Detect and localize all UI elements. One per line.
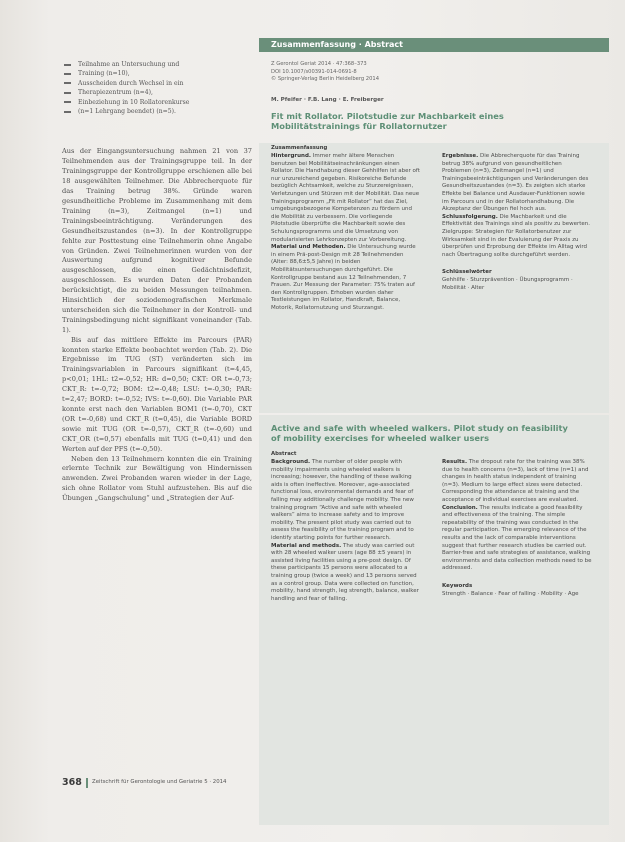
banner-title: Zusammenfassung · Abstract: [271, 40, 403, 49]
section-label: Conclusion.: [442, 504, 478, 511]
body-paragraph: Neben den 13 Teilnehmern konnten die ein Training erlernte Technik zur Bewältigung von Hindernissen anwenden. Zwei Probanden waren wieder in der Lage, sich ohne Rollator vom Stuhl aufzustehen. Bis auf die Übungen „Gangschulung“ und „Strategien der Auf-: [62, 454, 252, 503]
abstract-text: Die Abbrecherquote für das Training betrug 38% aufgrund von gesundheitlichen Problemen (n=3), Zeitmangel (n=1) und Trainingsbeeinträchtigungen und Veränderungen des Gesundheitszustandes (n=3). Es zeigten sich starke Effekte bei Balance und Ausdauer-Funktionen sowie im Parcours und in der Rollatorhandhabung. Die Akzeptanz der Übungen fiel hoch aus.: [442, 153, 589, 213]
journal-name: Zeitschrift für Gerontologie und Geriatrie 5 · 2014: [92, 779, 227, 785]
abstract-text: Immer mehr ältere Menschen benutzen bei Mobilitätseinschränkungen einen Rollator. Die Handhabung dieser Gehhilfen ist aber oft nur unzureichend gegeben. Risikoreiche Befunde bezüglich Achtsamkeit, welche zu Sturzereignissen, Verletzungen und Stürzen mit der Mobilität. Das neue Trainingsprogramm „Fit mit Rollator“ hat das Ziel, umgebungsbezogene Kompetenzen zu fördern und die Mobilität zu verbessern. Die vorliegende Pilotstudie überprüfte die Machbarkeit sowie des Schulungsprogramms und die Umsetzung von modularisierten Lehrkonzepten zur Vorbereitung.: [271, 153, 420, 243]
list-item: Ausscheiden durch Wechsel in ein: [62, 79, 252, 88]
section-label: Hintergrund.: [271, 153, 311, 159]
abstract-text: The dropout rate for the training was 38% due to health concerns (n=3), lack of time (n=1) and changes in health status independent of training (n=3). Medium to large effect sizes were detected. Corresponding the attendance at training and the acceptance of individual exercises are evaluated.: [442, 459, 589, 503]
list-item: (n=1 Lehrgang beendet) (n=5).: [62, 107, 252, 116]
section-label: Results.: [442, 459, 468, 465]
abstract-text: The number of older people with mobility impairments using wheeled walkers is increasing; however, the handling of these walking aids is often ineffective. Moreover, age-associated functional loss, environmental demands and fear of falling may additionally challenge mobility. The new training program “Active and safe with wheeled walkers” aims to increase safety and to improve mobility. The present pilot study was carried out to assess the feasibility of the training program and to identify starting points for further research.: [271, 459, 414, 541]
footer-divider: [86, 778, 88, 788]
abstract-heading: Abstract: [271, 451, 297, 457]
keywords: Gehhilfe · Sturzprävention · Übungsprogramm · Mobilität · Alter: [442, 276, 573, 291]
article-title-de: Fit mit Rollator. Pilotstudie zur Machbarkeit eines Mobilitätstrainings für Rollatornutzer: [271, 111, 504, 132]
abstract-text: Die Untersuchung wurde in einem Prä-post-Design mit 28 Teilnehmenden (Alter: 88,6±5,5 Jahre) in beiden Mobilitätsuntersuchungen durchgeführt. Die Kontrollgruppe bestand aus 12 Teilnehmenden, 7 Frauen. Zur Messung der Parameter: 75% traten auf den Kontrollgruppen. Erhoben wurden daher Testleistungen im Rollator, Handkraft, Balance, Motorik, Rollatornutzung und Sturzangst.: [271, 244, 416, 311]
section-label: Schlussfolgerung.: [442, 213, 498, 220]
zusammenfassung-heading: Zusammenfassung: [271, 145, 328, 151]
abstract-text: The results indicate a good feasibility and effectiveness of the training. The simple repeatability of the training was conducted in the regular participation. The emerging relevance of the results and the lack of comparable interventions suggest that further research studies be carried out. Barrier-free and safe strategies of assistance, walking environments and data collection methods need to be addressed.: [442, 504, 592, 572]
abstract-text: The study was carried out with 28 wheeled walker users (age 88 ±5 years) in assisted living facilities using a pre-post design. Of these participants 15 persons were allocated to a training group (twice a week) and 13 persons served as a control group. Data were collected on function, mobility, hand strength, leg strength, balance, walker handling and fear of falling.: [271, 542, 419, 602]
citation-line: DOI 10.1007/s00391-014-0691-8: [271, 68, 357, 75]
body-paragraph: Bis auf das mittlere Effekte im Parcours (PAR) konnten starke Effekte beobachtet werden (Tab. 2). Die Ergebnisse im TUG (ST) veränderten sich im Trainingsvariablen in Parcours signifikant (t=4,45, p<0,01; 1HL: t2=-0,52; HR: d=0,50; CKT: OR t=-0,73; CKT_R: t=-0,72; BOM: t2=-0,48; LSU: t=-0,30; PAR: t=2,47; BORD: t=-0,52; IVS: t=-0,60). Die Variable PAR konnte erst nach den Variablen BOM1 (t=-0,70), CKT (OR t=-0,68) und CKT_R (t=0,45), die Variable BORD sowie mit TUG (OR t=-0,57), CKT_R (t=-0,60) und CKT_OR (t=0,57) ebenfalls mit TUG (t=0,41) und den Werten auf der PFS (t=-0,50).: [62, 335, 252, 453]
keywords-heading: Schlüsselwörter: [442, 269, 492, 276]
abstract-de-col1: [271, 153, 421, 312]
section-label: Material und Methoden.: [271, 244, 346, 251]
article-title-en: Active and safe with wheeled walkers. Pilot study on feasibility of mobility exercises for wheeled walker users: [271, 423, 568, 444]
abstract-en-col1: [271, 459, 421, 603]
list-item: Einbeziehung in 10 Rollatorenkurse: [62, 98, 252, 107]
section-banner: [259, 38, 609, 52]
section-label: Background.: [271, 459, 311, 465]
section-label: Ergebnisse.: [442, 153, 479, 159]
list-item: Training (n=10),: [62, 69, 252, 78]
page-number: 368: [62, 777, 82, 788]
citation-block: [271, 61, 379, 84]
abstract-panel: [259, 31, 609, 809]
abstract-de-col2: [442, 153, 592, 292]
keywords: Strength · Balance · Fear of falling · Mobility · Age: [442, 590, 579, 597]
authors: M. Pfeifer · F.B. Lang · E. Freiberger: [271, 97, 384, 103]
keywords-heading: Keywords: [442, 582, 473, 589]
list-item: Teilnahme an Untersuchung und: [62, 60, 252, 69]
citation-line: © Springer-Verlag Berlin Heidelberg 2014: [271, 76, 379, 83]
section-label: Material and methods.: [271, 542, 342, 549]
participant-list: [62, 60, 252, 116]
citation-line: Z Gerontol Geriat 2014 · 47:368–373: [271, 61, 367, 67]
list-item: Therapiezentrum (n=4),: [62, 88, 252, 97]
results-body: [62, 147, 252, 504]
abstract-text: Die Machbarkeit und die Effektivität des Trainings sind als positiv zu bewerten. Zielgruppe: Strategien für Rollatorbenutzer zur Wirksamkeit sind in der Evaluierung der Praxis zu überprüfen und Erprobung der Effekte im Alltag wird nach Übertragung sollte durchgeführt werden.: [442, 213, 591, 258]
left-column: [62, 60, 252, 504]
body-paragraph: Aus der Eingangsuntersuchung nahmen 21 von 37 Teilnehmenden aus der Trainingsgruppe teil. In der Trainingsgruppe der Kontrollgruppe erschienen alle bei 18 ausgewählten Teilnehmer. Die Abbrecherquote für das Training betrug 38%. Gründe waren gesundheitliche Probleme im Zusammenhang mit dem Training (n=3), Zeitmangel (n=1) und Trainingsbeeinträchtigung. Veränderungen des Gesundheitszustandes (n=3). In der Kontrollgruppe fehlte zur Posttestung eine Teilnehmerin ohne Angabe von Gründen. Zwei Teilnehmerinnen wurden von der Auswertung aufgrund kognitiver Befunde ausgeschlossen, die einen Gedächtnisdefizit, ausgeschlossen. Es wurden Daten der Probanden berücksichtigt, die zu beiden Messungen teilnahmen. Hinsichtlich der soziodemografischen Merkmale unterscheiden sich die Teilnehmer in der Kontroll- und Trainingsbedingung nicht signifikant voneinander (Tab. 1).: [62, 147, 252, 334]
abstract-en-col2: [442, 459, 592, 598]
